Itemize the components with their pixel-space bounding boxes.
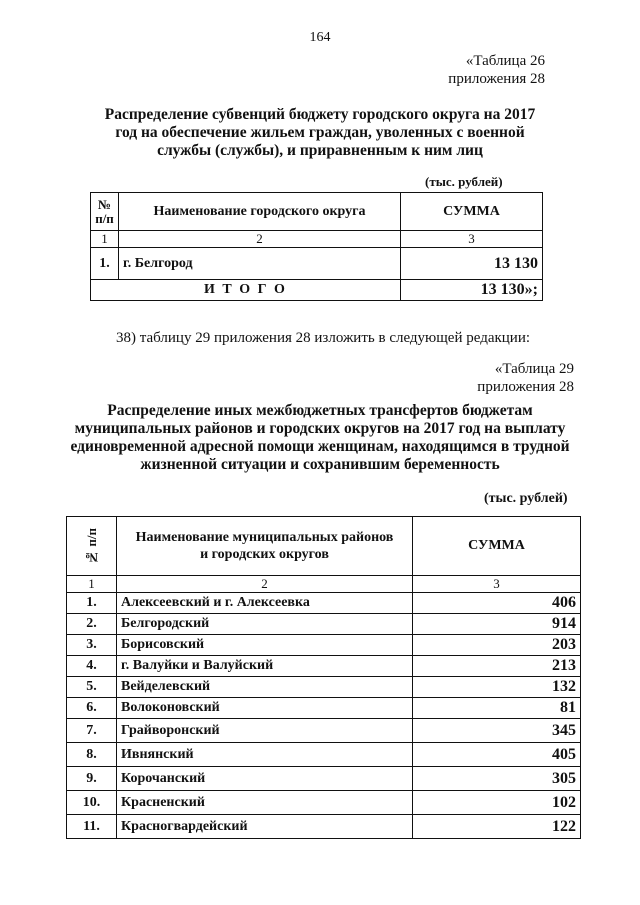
table-row <box>67 815 581 839</box>
table-29-title-line2: муниципальных районов и городских округов на 2017 год на выплату <box>74 420 566 437</box>
table-29-row-name: Вейделевский <box>117 677 413 698</box>
table-row <box>67 698 581 719</box>
table-29-row-sum: 914 <box>413 614 581 635</box>
table-29-header-sum: СУММА <box>413 517 581 576</box>
table-29-row-sum: 203 <box>413 635 581 656</box>
table-26-header-sum: СУММА <box>401 193 543 231</box>
table-26-title-line1: Распределение субвенций бюджету городского округа на 2017 <box>104 106 536 123</box>
page-number: 164 <box>309 30 331 45</box>
table-29-title-line4: жизненной ситуации и сохранившим беременность <box>140 456 500 473</box>
table-29-unit: (тыс. рублей) <box>484 491 568 506</box>
table-row <box>67 719 581 743</box>
table-26-ref-line2: приложения 28 <box>448 71 545 87</box>
table-29-row-name: Алексеевский и г. Алексеевка <box>117 593 413 614</box>
table-29-row-name: Ивнянский <box>117 743 413 767</box>
table-29-row-name: Грайворонский <box>117 719 413 743</box>
table-26-header-num: № п/п <box>91 193 119 231</box>
table-26-row-sum: 13 130 <box>401 248 543 280</box>
table-29-ref-line2: приложения 28 <box>477 379 574 395</box>
table-26-colnum-1: 1 <box>91 231 119 248</box>
table-row <box>67 635 581 656</box>
table-29-row-num: 3. <box>67 635 117 656</box>
table-29-header-name <box>117 517 413 576</box>
table-29-header-name-line1: Наименование муниципальных районов <box>135 530 394 545</box>
table-29-colnum-2: 2 <box>117 576 413 593</box>
table-29 <box>66 516 581 839</box>
table-29-title-line3: единовременной адресной помощи женщинам, находящимся в трудной <box>70 438 570 455</box>
table-26-colnum-row <box>91 231 543 248</box>
table-26-total-sum: 13 130»; <box>401 280 543 301</box>
table-29-row-name: г. Валуйки и Валуйский <box>117 656 413 677</box>
table-29-row-num: 10. <box>67 791 117 815</box>
table-26-total-row <box>91 280 543 301</box>
table-26-title <box>60 106 580 160</box>
table-29-row-sum: 102 <box>413 791 581 815</box>
table-29-row-num: 1. <box>67 593 117 614</box>
table-29-row-name: Красненский <box>117 791 413 815</box>
table-row <box>67 791 581 815</box>
table-29-row-sum: 405 <box>413 743 581 767</box>
table-29-row-name: Борисовский <box>117 635 413 656</box>
table-29-header-num-text: № п/п <box>83 527 99 565</box>
table-29-row-name: Корочанский <box>117 767 413 791</box>
table-29-body <box>67 593 581 839</box>
table-29-colnum-3: 3 <box>413 576 581 593</box>
table-29-row-sum: 406 <box>413 593 581 614</box>
instruction-sentence: 38) таблицу 29 приложения 28 изложить в следующей редакции: <box>116 330 531 346</box>
table-29-reference <box>477 360 574 396</box>
table-row <box>67 677 581 698</box>
table-29-row-sum: 305 <box>413 767 581 791</box>
table-29-row-num: 7. <box>67 719 117 743</box>
table-26-unit: (тыс. рублей) <box>425 174 503 189</box>
table-26-colnum-3: 3 <box>401 231 543 248</box>
table-26-ref-line1: «Таблица 26 <box>465 53 545 69</box>
table-row <box>67 593 581 614</box>
table-row <box>91 248 543 280</box>
table-29-colnum-row <box>67 576 581 593</box>
table-26 <box>90 192 543 301</box>
table-26-row-num: 1. <box>91 248 119 280</box>
table-row <box>67 614 581 635</box>
table-29-title-line1: Распределение иных межбюджетных трансфертов бюджетам <box>107 402 533 419</box>
table-29-row-num: 4. <box>67 656 117 677</box>
table-29-row-num: 9. <box>67 767 117 791</box>
table-29-row-num: 2. <box>67 614 117 635</box>
table-29-row-name: Белгородский <box>117 614 413 635</box>
table-26-title-line2: год на обеспечение жильем граждан, уволенных с военной <box>115 124 525 141</box>
table-row <box>67 743 581 767</box>
table-29-header-name-line2: и городских округов <box>200 547 329 562</box>
table-29-ref-line1: «Таблица 29 <box>494 361 574 377</box>
table-29-row-num: 6. <box>67 698 117 719</box>
table-29-row-name: Красногвардейский <box>117 815 413 839</box>
table-29-row-num: 5. <box>67 677 117 698</box>
table-26-reference <box>448 52 545 88</box>
table-29-row-name: Волоконовский <box>117 698 413 719</box>
table-29-row-sum: 132 <box>413 677 581 698</box>
table-29-row-sum: 213 <box>413 656 581 677</box>
table-29-colnum-1: 1 <box>67 576 117 593</box>
table-26-total-label-text: И Т О Г О <box>204 282 287 297</box>
table-29-row-num: 11. <box>67 815 117 839</box>
table-26-row-name: г. Белгород <box>119 248 401 280</box>
table-row <box>67 767 581 791</box>
table-26-colnum-2: 2 <box>119 231 401 248</box>
table-26-header-row <box>91 193 543 231</box>
table-29-row-sum: 81 <box>413 698 581 719</box>
table-26-header-name: Наименование городского округа <box>119 193 401 231</box>
table-row <box>67 656 581 677</box>
table-26-title-line3: службы (службы), и приравненным к ним лиц <box>157 142 483 159</box>
table-29-header-num <box>67 517 117 576</box>
table-26-total-label <box>91 280 401 301</box>
table-29-row-num: 8. <box>67 743 117 767</box>
table-29-row-sum: 345 <box>413 719 581 743</box>
table-29-header-row <box>67 517 581 576</box>
table-29-title <box>40 402 600 474</box>
table-29-row-sum: 122 <box>413 815 581 839</box>
